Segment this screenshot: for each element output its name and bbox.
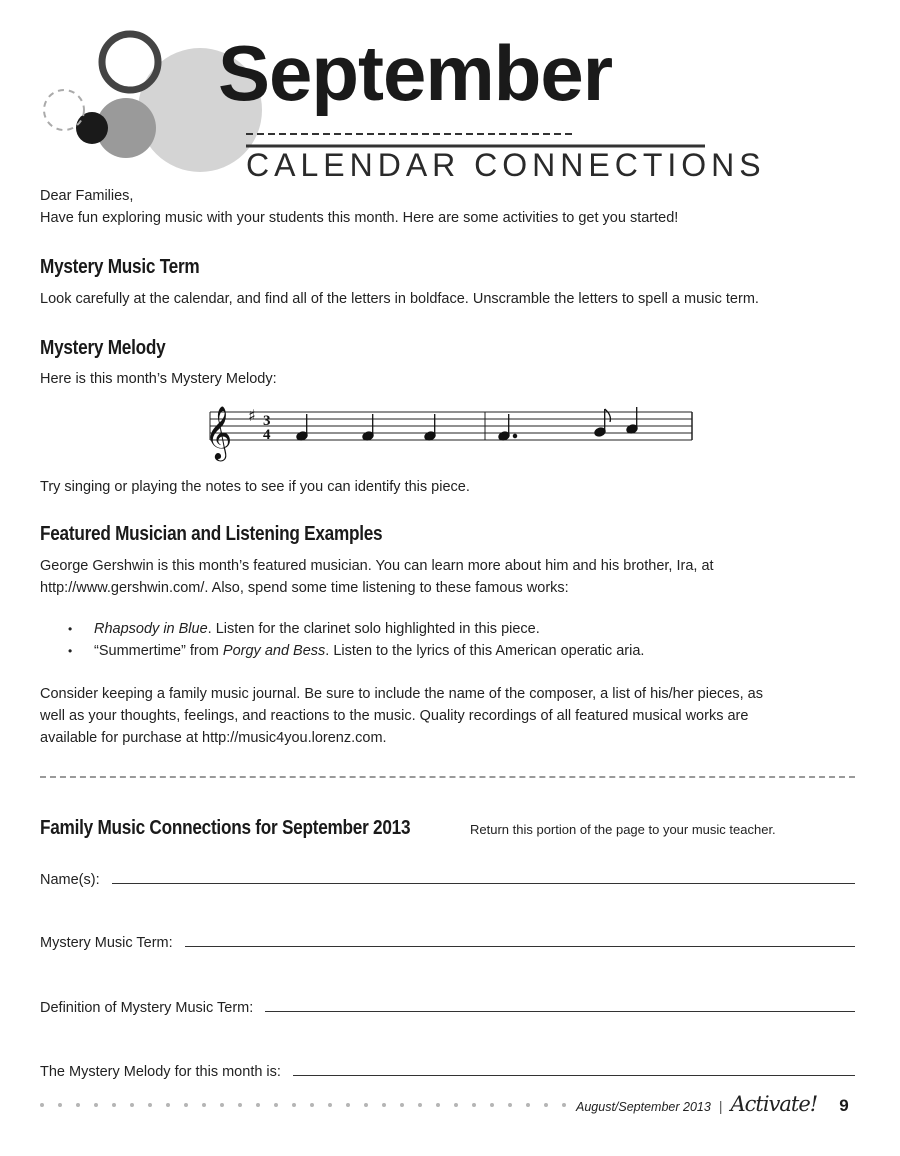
melody-label: The Mystery Melody for this month is: [40,1064,281,1080]
return-note: Return this portion of the page to your music teacher. [470,822,776,837]
journal-text-line-1: Consider keeping a family music journal. Be sure to include the name of the composer, a list of his/her pieces, as [40,686,763,702]
time-signature-bottom: 4 [263,427,271,443]
work-description: . Listen for the clarinet solo highlighted in this piece. [207,621,540,637]
musician-text-line-1: George Gershwin is this month’s featured musician. You can learn more about him and his brother, Ira, at [40,558,714,574]
note-2 [362,414,374,441]
work-title-prefix: “Summertime” from [94,643,223,659]
ring-circle [102,34,158,90]
footer-dot-rule [36,1098,576,1112]
names-label: Name(s): [40,872,100,888]
note-1 [296,414,308,441]
form-heading: Family Music Connections for September 2013 [40,817,411,839]
work-title: Rhapsody in Blue [94,621,208,637]
journal-text-line-3: available for purchase at http://music4you.lorenz.com. [40,730,387,746]
journal-text-line-2: well as your thoughts, feelings, and reactions to the music. Quality recordings of all featured musical works are [40,708,749,724]
names-field-row [40,872,855,888]
musician-heading: Featured Musician and Listening Examples [40,523,383,545]
term-heading: Mystery Music Term [40,256,200,278]
dashed-circle [44,90,84,130]
time-signature-top: 3 [263,413,271,429]
definition-label: Definition of Mystery Music Term: [40,1000,254,1016]
melody-after-text: Try singing or playing the notes to see if you can identify this piece. [40,479,470,495]
page-number: 9 [839,1096,849,1115]
term-label: Mystery Music Term: [40,935,173,951]
term-field-row [40,935,855,951]
definition-field-row [40,1000,855,1016]
listening-list [66,618,644,662]
melody-field-row [40,1064,855,1080]
list-item [66,640,644,662]
page-title: September [218,29,613,117]
melody-heading: Mystery Melody [40,337,166,359]
footer-separator: | [718,1098,723,1114]
mystery-melody-staff [200,394,700,464]
footer [576,1092,849,1116]
cut-line-divider [40,776,855,778]
treble-clef-icon: 𝄞 [205,405,233,459]
work-title: Porgy and Bess [222,643,326,659]
note-3 [424,414,436,441]
work-description: . Listen to the lyrics of this American operatic aria. [325,643,645,659]
melody-line[interactable] [293,1074,855,1076]
term-line[interactable] [185,945,855,947]
musician-text-line-2: http://www.gershwin.com/. Also, spend some time listening to these famous works: [40,580,569,596]
sharp-icon: ♯ [248,406,256,425]
form-header [40,817,776,840]
names-line[interactable] [112,882,855,884]
note-4 [498,414,517,441]
activate-logo: Activate! [730,1092,818,1116]
greeting: Dear Families, [40,188,134,204]
small-black-circle [76,112,108,144]
melody-intro: Here is this month’s Mystery Melody: [40,371,277,387]
intro-text: Have fun exploring music with your students this month. Here are some activities to get you started! [40,210,679,226]
list-item [66,618,644,640]
page-subtitle: CALENDAR CONNECTIONS [246,147,766,183]
note-6 [626,407,638,434]
term-text: Look carefully at the calendar, and find all of the letters in boldface. Unscramble the letters to spell a music term. [40,291,759,307]
definition-line[interactable] [265,1010,855,1012]
footer-issue-date: August/September 2013 [576,1100,711,1114]
